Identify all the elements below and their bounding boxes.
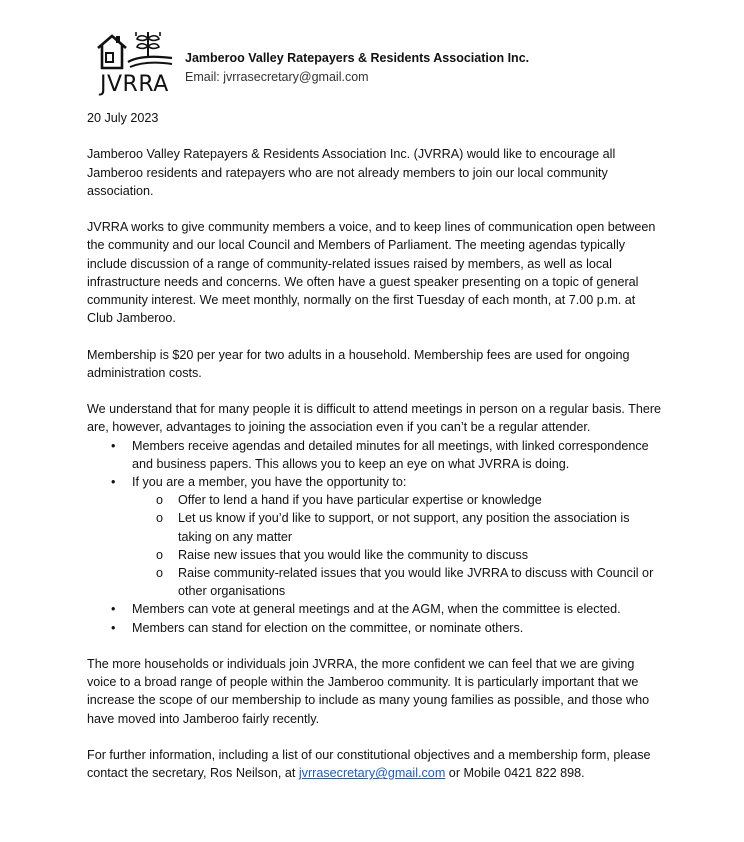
- list-item-text: Members can vote at general meetings and at the AGM, when the committee is elected.: [132, 602, 621, 617]
- contact-phone-text: or Mobile 0421 822 898.: [445, 766, 585, 781]
- secretary-email-link[interactable]: jvrrasecretary@gmail.com: [298, 766, 446, 781]
- list-item: [87, 619, 662, 637]
- list-item: [87, 437, 662, 473]
- sub-list-item: [132, 509, 662, 545]
- benefits-list: [87, 437, 662, 637]
- bullet-icon: •: [111, 475, 116, 489]
- organisation-email: Email: jvrrasecretary@gmail.com: [185, 70, 369, 84]
- list-item-text: If you are a member, you have the opportunity to:: [132, 475, 407, 489]
- sub-bullet-icon: o: [156, 493, 164, 508]
- house-sprout-icon: [94, 28, 174, 72]
- jvrra-logo: [94, 28, 176, 98]
- sub-list: [132, 491, 662, 600]
- organisation-name: Jamberoo Valley Ratepayers & Residents Association Inc.: [185, 51, 530, 65]
- paragraph-advantages: We understand that for many people it is difficult to attend meetings in person on a regular basis. There are, however, advantages to joining the association even if you can’t be a regular attender.: [87, 402, 662, 435]
- list-item: [87, 600, 662, 618]
- paragraph-about: JVRRA works to give community members a voice, and to keep lines of communication open between the community and our local Council and Members of Parliament. The meeting agendas typically include discussion of a range of community-related issues raised by members, as well as local infrastructure needs and concerns. We often have a guest speaker presenting on a topic of general community interest. We meet monthly, normally on the first Tuesday of each month, at 7.00 p.m. at Club Jamberoo.: [87, 220, 656, 326]
- paragraph-growth: The more households or individuals join JVRRA, the more confident we can feel that we are giving voice to a broad range of people within the Jamberoo community. It is particularly important that we increase the scope of our membership to include as many young families as possible, and those who have moved into Jamberoo fairly recently.: [87, 657, 650, 726]
- list-item: [87, 473, 662, 600]
- paragraph-membership-fee: Membership is $20 per year for two adults in a household. Membership fees are used for ongoing administration costs.: [87, 347, 630, 380]
- sub-list-item-text: Let us know if you’d like to support, or not support, any position the association is taking on any matter: [178, 511, 630, 544]
- bullet-icon: •: [111, 620, 116, 635]
- paragraph-contact: [87, 746, 662, 782]
- list-item-text: Members can stand for election on the committee, or nominate others.: [132, 620, 524, 635]
- bullet-icon: •: [111, 602, 116, 617]
- paragraph-intro: Jamberoo Valley Ratepayers & Residents Association Inc. (JVRRA) would like to encourage all Jamberoo residents and ratepayers who are not already members to join our local community association.: [87, 147, 616, 198]
- list-item-text: Members receive agendas and detailed minutes for all meetings, with linked correspondence and business papers. This allows you to keep an eye on what JVRRA is doing.: [132, 438, 649, 471]
- letterhead: [94, 28, 654, 98]
- sub-list-item-text: Raise new issues that you would like the community to discuss: [178, 547, 528, 562]
- sub-bullet-icon: o: [156, 566, 164, 581]
- sub-list-item-text: Offer to lend a hand if you have particular expertise or knowledge: [178, 493, 542, 508]
- letter-body: [87, 109, 662, 782]
- contact-text: For further information, including a list of our constitutional objectives and a membership form, please contact the secretary, Ros Neilson, at: [87, 748, 651, 781]
- bullet-icon: •: [111, 438, 116, 453]
- sub-list-item-text: Raise community-related issues that you would like JVRRA to discuss with Council or other organisations: [178, 566, 654, 599]
- sub-bullet-icon: o: [156, 547, 164, 562]
- logo-wordmark: JVRRA: [100, 72, 169, 97]
- sub-list-item: [132, 564, 662, 600]
- letter-date: 20 July 2023: [87, 111, 159, 125]
- sub-list-item: [132, 491, 662, 509]
- sub-bullet-icon: o: [156, 511, 164, 526]
- sub-list-item: [132, 546, 662, 564]
